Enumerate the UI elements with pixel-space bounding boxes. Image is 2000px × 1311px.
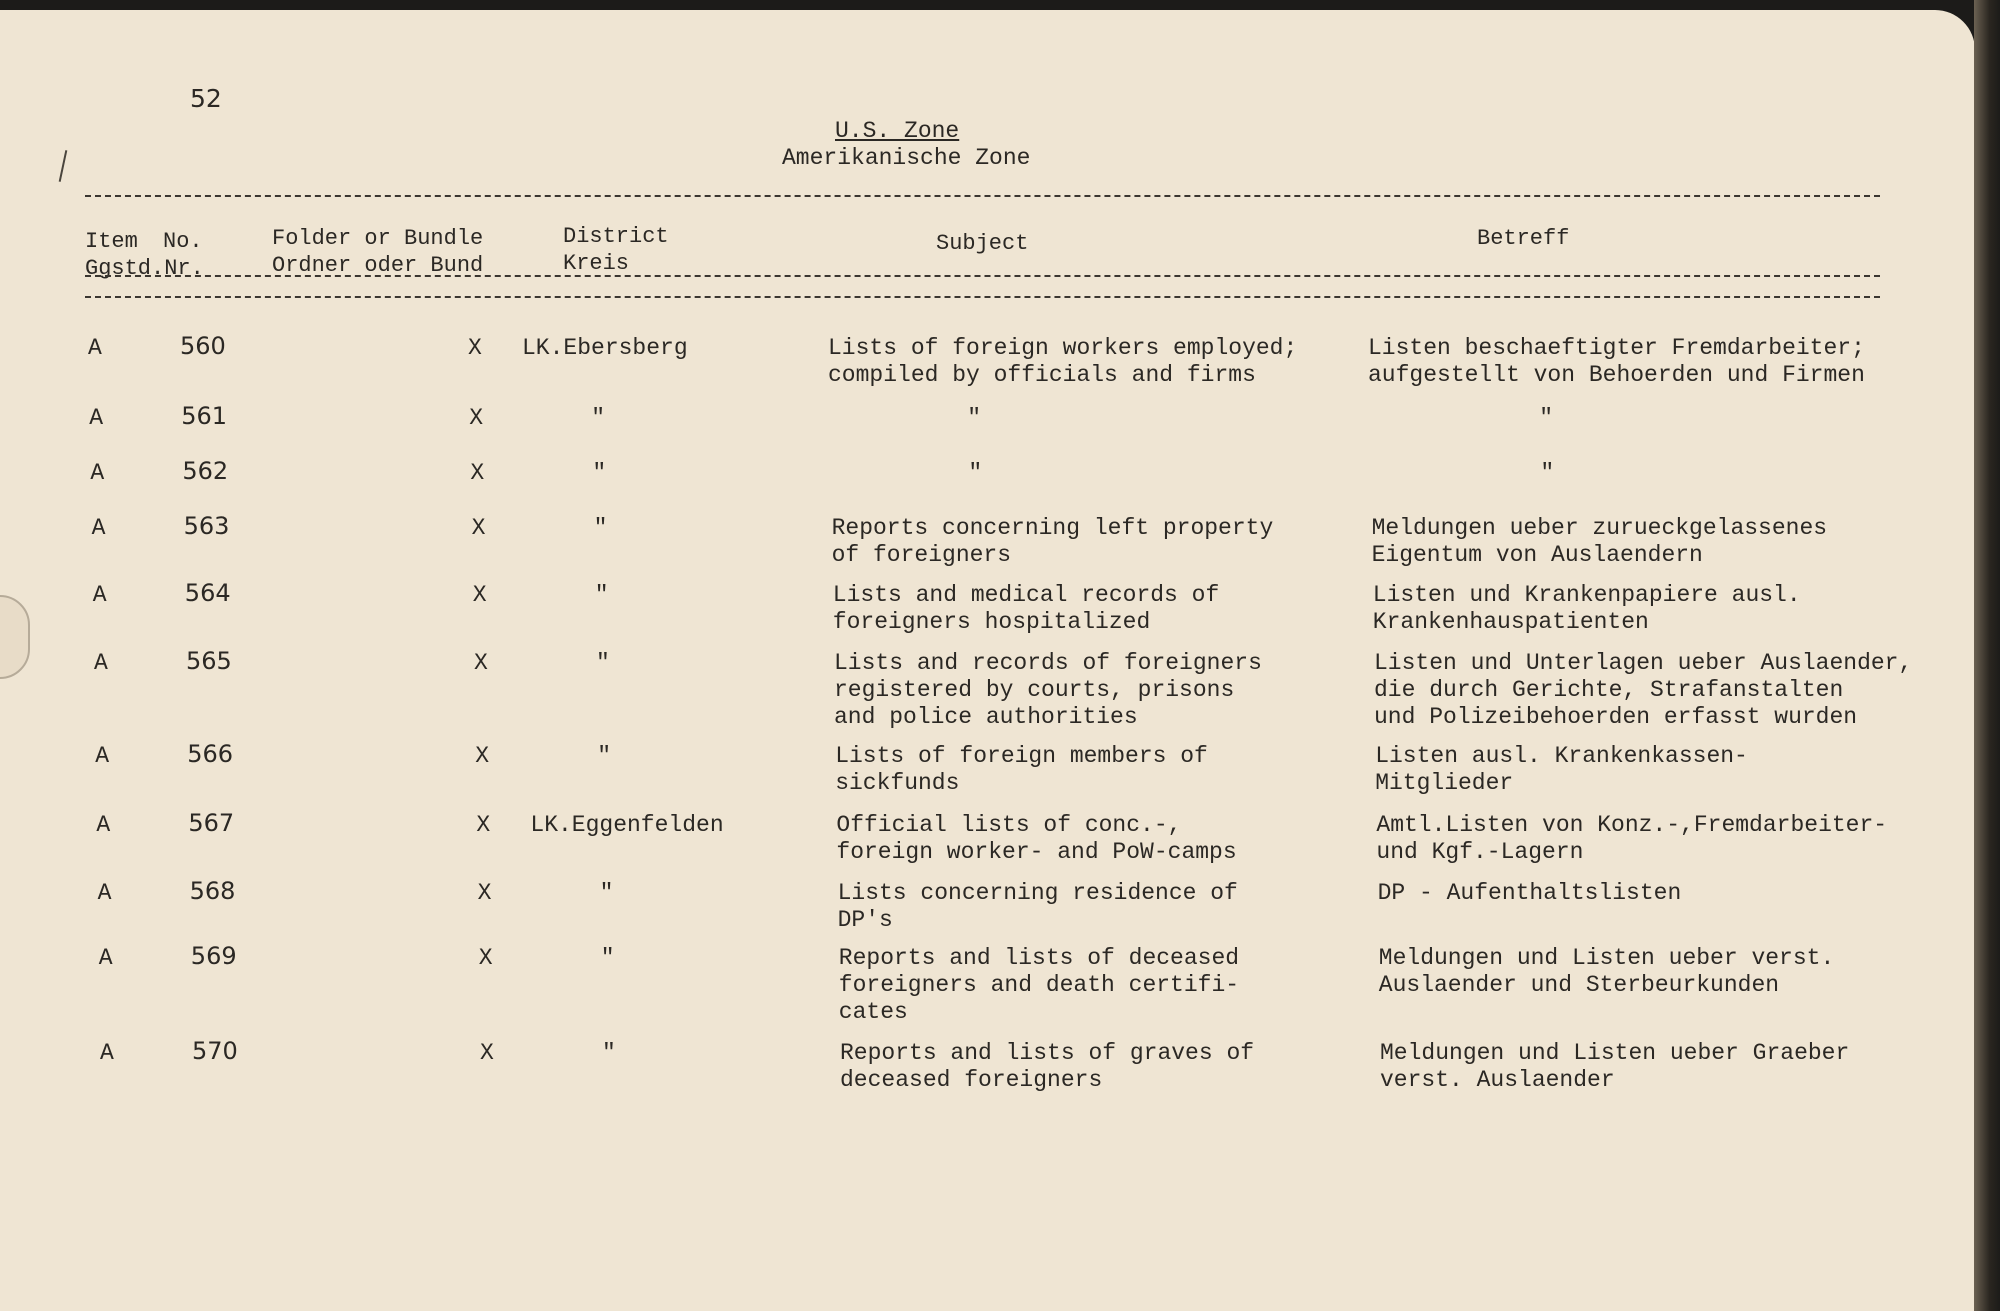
row-item: A — [100, 1040, 114, 1066]
header-betreff: Betreff — [1477, 226, 1570, 251]
row-betreff: Meldungen und Listen ueber Graeber verst. Auslaender — [1380, 1040, 1850, 1093]
row-folder: X — [477, 880, 492, 906]
row-folder: X — [474, 650, 488, 676]
row-number: 561 — [181, 402, 227, 430]
row-subject: Lists and medical records of foreigners hospitalized — [832, 582, 1220, 635]
header-item-de: Ggstd.Nr. — [85, 256, 204, 281]
row-item: A — [92, 582, 107, 608]
row-number: 569 — [190, 942, 237, 970]
row-betreff: Amtl.Listen von Konz.-,Fremdarbeiter- und Kgf.-Lagern — [1376, 812, 1888, 865]
row-number: 560 — [180, 332, 226, 360]
row-district: LK.Eggenfelden — [530, 812, 724, 838]
row-number: 566 — [187, 740, 233, 768]
row-subject: Reports concerning left property of foreigners — [831, 515, 1274, 568]
row-number: 564 — [184, 579, 231, 607]
row-subject: Lists of foreign members of sickfunds — [835, 743, 1208, 796]
row-district: LK.Ebersberg — [522, 335, 688, 361]
header-folder: Folder or Bundle — [272, 226, 484, 251]
row-district: " — [602, 1040, 616, 1066]
row-folder: X — [476, 812, 491, 838]
row-folder: X — [468, 335, 482, 361]
row-district: " — [593, 515, 608, 541]
row-district: " — [594, 582, 609, 608]
pencil-mark — [59, 150, 68, 182]
row-betreff: Listen und Krankenpapiere ausl. Krankenhauspatienten — [1372, 582, 1801, 635]
row-number: 567 — [188, 809, 235, 837]
row-item: A — [89, 405, 103, 431]
row-number: 565 — [186, 647, 232, 675]
row-item: A — [95, 743, 109, 769]
row-item: A — [88, 335, 102, 361]
row-betreff: " — [1539, 405, 1553, 431]
row-item: A — [97, 880, 112, 906]
header-rule-mid — [85, 275, 1880, 277]
row-betreff: Meldungen ueber zurueckgelassenes Eigentum von Auslaendern — [1371, 515, 1828, 568]
header-subject: Subject — [936, 231, 1029, 256]
row-district: " — [596, 650, 610, 676]
row-subject: Reports and lists of graves of deceased foreigners — [840, 1040, 1255, 1093]
header-district: District — [563, 224, 669, 249]
row-item: A — [98, 945, 113, 971]
row-subject: Lists of foreign workers employed; compiled by officials and firms — [828, 335, 1298, 388]
row-folder: X — [475, 743, 489, 769]
row-betreff: " — [1540, 460, 1555, 486]
row-subject: " — [967, 405, 981, 431]
row-folder: X — [469, 405, 483, 431]
row-betreff: Listen und Unterlagen ueber Auslaender, die durch Gerichte, Strafanstalten und Polizeibehoerden erfasst wurden — [1374, 650, 1913, 730]
row-folder: X — [478, 945, 493, 971]
row-folder: X — [472, 582, 487, 608]
row-folder: X — [480, 1040, 494, 1066]
row-district: " — [591, 405, 605, 431]
row-folder: X — [470, 460, 485, 486]
row-subject: Lists concerning residence of DP's — [837, 880, 1238, 933]
row-betreff: Listen beschaeftigter Fremdarbeiter; aufgestellt von Behoerden und Firmen — [1368, 335, 1865, 388]
document-page — [0, 10, 1975, 1311]
header-district-de: Kreis — [563, 251, 630, 276]
row-subject: " — [968, 460, 983, 486]
row-item: A — [96, 812, 111, 838]
row-item: A — [90, 460, 105, 486]
row-betreff: Meldungen und Listen ueber verst. Auslaender und Sterbeurkunden — [1378, 945, 1835, 998]
header-no: No. — [163, 229, 203, 254]
zone-subtitle: Amerikanische Zone — [782, 145, 1031, 171]
row-district: " — [597, 743, 611, 769]
row-number: 563 — [183, 512, 230, 540]
row-subject: Reports and lists of deceased foreigners and death certifi- cates — [838, 945, 1240, 1025]
binding-spine — [1974, 0, 2000, 1311]
header-rule-top — [85, 195, 1880, 197]
row-item: A — [94, 650, 108, 676]
binder-tab-notch — [0, 595, 30, 679]
header-item: Item — [85, 229, 138, 254]
row-betreff: DP - Aufenthaltslisten — [1377, 880, 1682, 906]
header-folder-de: Ordner oder Bund — [272, 253, 484, 278]
row-item: A — [91, 515, 106, 541]
row-number: 568 — [189, 877, 236, 905]
row-subject: Official lists of conc.-, foreign worker- and PoW-camps — [836, 812, 1237, 865]
row-folder: X — [471, 515, 486, 541]
row-district: " — [600, 945, 615, 971]
row-betreff: Listen ausl. Krankenkassen- Mitglieder — [1375, 743, 1748, 796]
row-number: 570 — [192, 1037, 238, 1065]
row-district: " — [599, 880, 614, 906]
zone-title: U.S. Zone — [835, 118, 960, 144]
row-district: " — [592, 460, 607, 486]
row-number: 562 — [182, 457, 229, 485]
row-subject: Lists and records of foreigners registered by courts, prisons and police authorities — [834, 650, 1262, 730]
header-rule-bottom — [85, 296, 1880, 298]
page-number: 52 — [190, 84, 222, 113]
